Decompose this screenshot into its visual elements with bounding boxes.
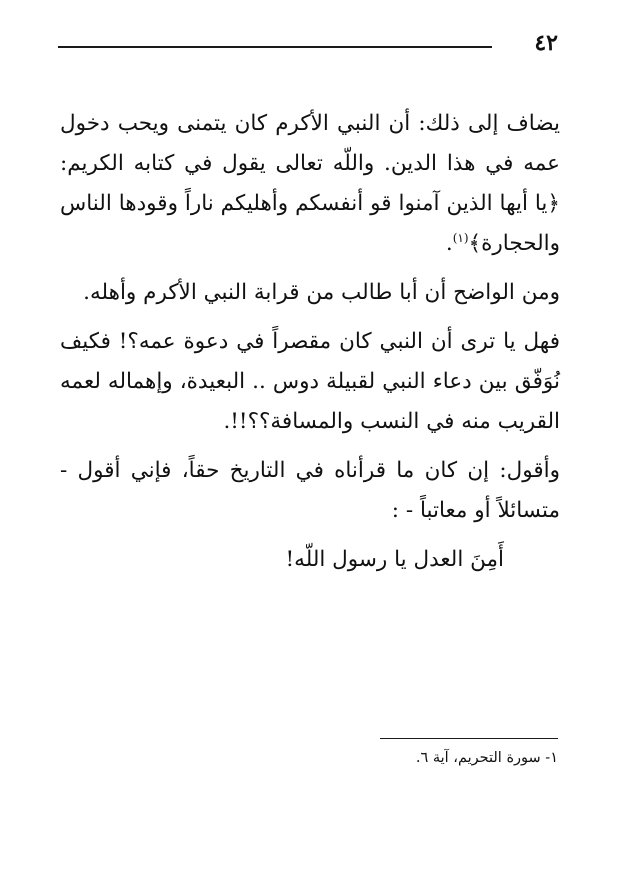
- page-header: [58, 30, 558, 56]
- footnote-rule: [380, 738, 558, 739]
- paragraph-2: ومن الواضح أن أبا طالب من قرابة النبي الأكرم وأهله.: [83, 280, 560, 305]
- page-number: ٤٢: [534, 30, 558, 56]
- body-text: [60, 104, 560, 589]
- header-rule: [58, 46, 492, 48]
- paragraph-1-text: يضاف إلى ذلك: أن النبي الأكرم كان يتمنى ويحب دخول عمه في هذا الدين. واللّه تعالى يقول في كتابه الكريم: ﴿يا أيها الذين آمنوا قو أنفسكم وأهليكم ناراً وقودها الناس والحجارة﴾: [60, 111, 560, 256]
- paragraph-1: [60, 104, 560, 264]
- paragraph-3: فهل يا ترى أن النبي كان مقصراً في دعوة عمه؟! فكيف نُوَفّق بين دعاء النبي لقبيلة دوس .. البعيدة، وإهماله لعمه القريب منه في النسب والمسافة؟؟!!.: [60, 329, 560, 434]
- paragraph-5: أَمِنَ العدل يا رسول اللّه!: [285, 547, 504, 572]
- footnote-marker: (١): [452, 230, 469, 245]
- paragraph-4: وأقول: إن كان ما قرأناه في التاريخ حقاً، فإني أقول - متسائلاً أو معاتباً - :: [60, 458, 560, 523]
- footnote-1: ١- سورة التحريم، آية ٦.: [415, 750, 558, 766]
- paragraph-1-end: .: [445, 231, 453, 256]
